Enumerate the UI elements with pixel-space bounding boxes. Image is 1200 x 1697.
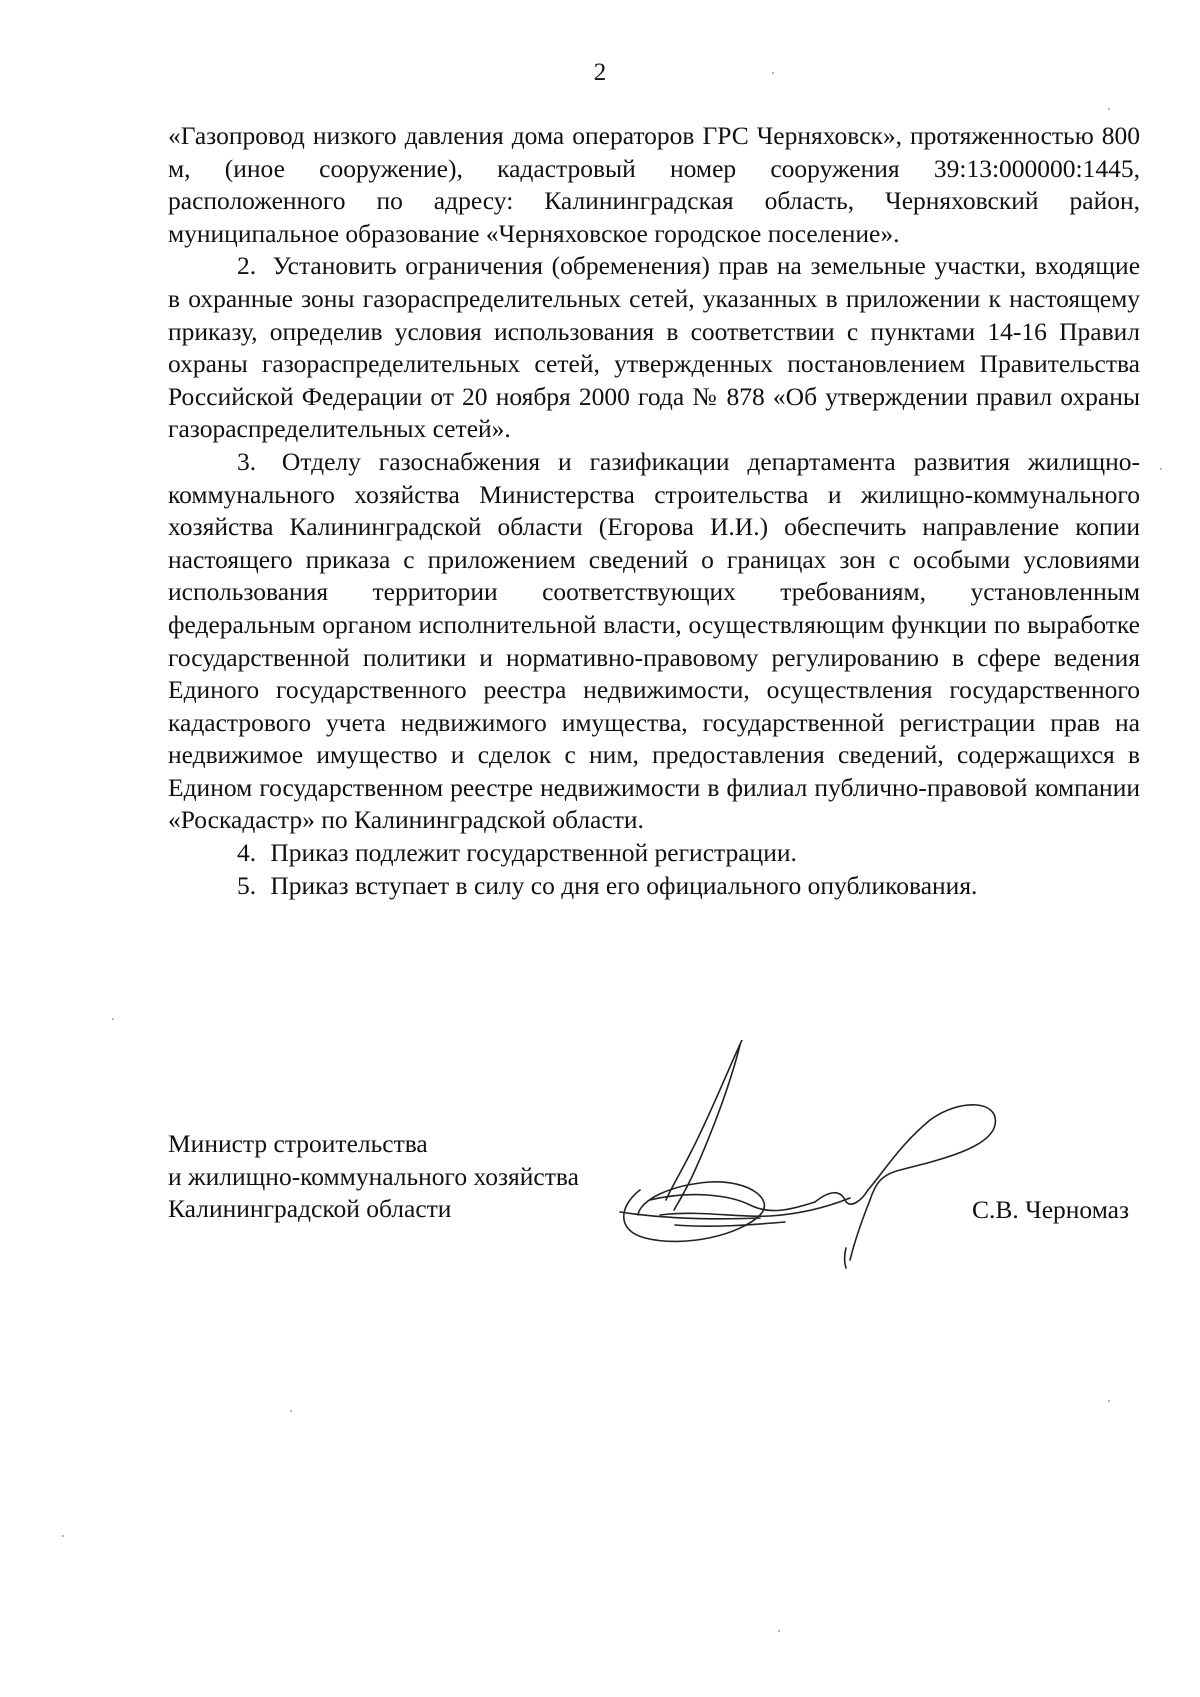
paragraph-text: «Газопровод низкого давления дома операторов ГРС Черняховск», протяженностью 800 м, (иное сооружение), кадастровый номер сооружения 39:13:000000:1445, расположенного по адресу: Калининградская область, Черняховский район, муниципальное образование «Черняховское городское поселение». xyxy=(168,121,1140,248)
paragraph-continuation xyxy=(168,120,1140,250)
paragraph-text: Приказ вступает в силу со дня его официального опубликования. xyxy=(270,870,978,900)
scan-speck xyxy=(778,1630,780,1632)
signature-position-block xyxy=(168,1128,668,1226)
signer-name: С.В. Черномаз xyxy=(972,1195,1130,1224)
paragraph-number: 2. xyxy=(237,251,257,281)
scan-speck xyxy=(772,72,774,74)
scan-speck xyxy=(112,1018,114,1020)
paragraph-item-2 xyxy=(168,250,1140,446)
paragraph-number: 3. xyxy=(237,446,257,476)
scan-speck xyxy=(1108,108,1110,110)
scan-speck xyxy=(1160,468,1162,470)
position-line-1: Министр строительства xyxy=(168,1129,428,1158)
paragraph-text: Установить ограничения (обременения) прав на земельные участки, входящие в охранные зоны газораспределительных сетей, указанных в приложении к настоящему приказу, определив условия использования в соответствии с пунктами 14-16 Правил охраны газораспределительных сетей, утвержденных постановлением Правительства Российской Федерации от 20 ноября 2000 года № 878 «Об утверждении правил охраны газораспределительных сетей». xyxy=(168,251,1141,444)
position-line-2: и жилищно-коммунального хозяйства xyxy=(168,1161,579,1191)
scan-speck xyxy=(1108,1400,1110,1402)
paragraph-item-4 xyxy=(168,837,1140,870)
page-number: 2 xyxy=(593,59,607,86)
paragraph-number: 5. xyxy=(237,870,257,900)
paragraph-text: Приказ подлежит государственной регистрации. xyxy=(270,838,797,868)
position-line-3: Калининградской области xyxy=(168,1194,452,1224)
paragraph-text: Отделу газоснабжения и газификации департамента развития жилищно-коммунального хозяйства Министерства строительства и жилищно-коммунального хозяйства Калининградской области (Егорова И.И.) обеспечить направление копии настоящего приказа с приложением сведений о границах зон с особыми условиями использования территории соответствующих требованиям, установленным федеральным органом исполнительной власти, осуществляющим функции по выработке государственной политики и нормативно-правовому регулированию в сфере ведения Единого государственного реестра недвижимости, осуществления государственного кадастрового учета недвижимого имущества, государственной регистрации прав на недвижимое имущество и сделок с ним, предоставления сведений, содержащихся в Едином государственном реестре недвижимости в филиал публично-правовой компании «Роскадастр» по Калининградской области. xyxy=(168,446,1141,835)
scan-speck xyxy=(62,1535,64,1537)
paragraph-item-5 xyxy=(168,870,1140,903)
scan-speck xyxy=(290,1410,292,1412)
document-body xyxy=(168,120,1140,902)
paragraph-item-3 xyxy=(168,446,1140,837)
paragraph-number: 4. xyxy=(237,838,257,868)
handwritten-signature xyxy=(600,1040,1030,1280)
